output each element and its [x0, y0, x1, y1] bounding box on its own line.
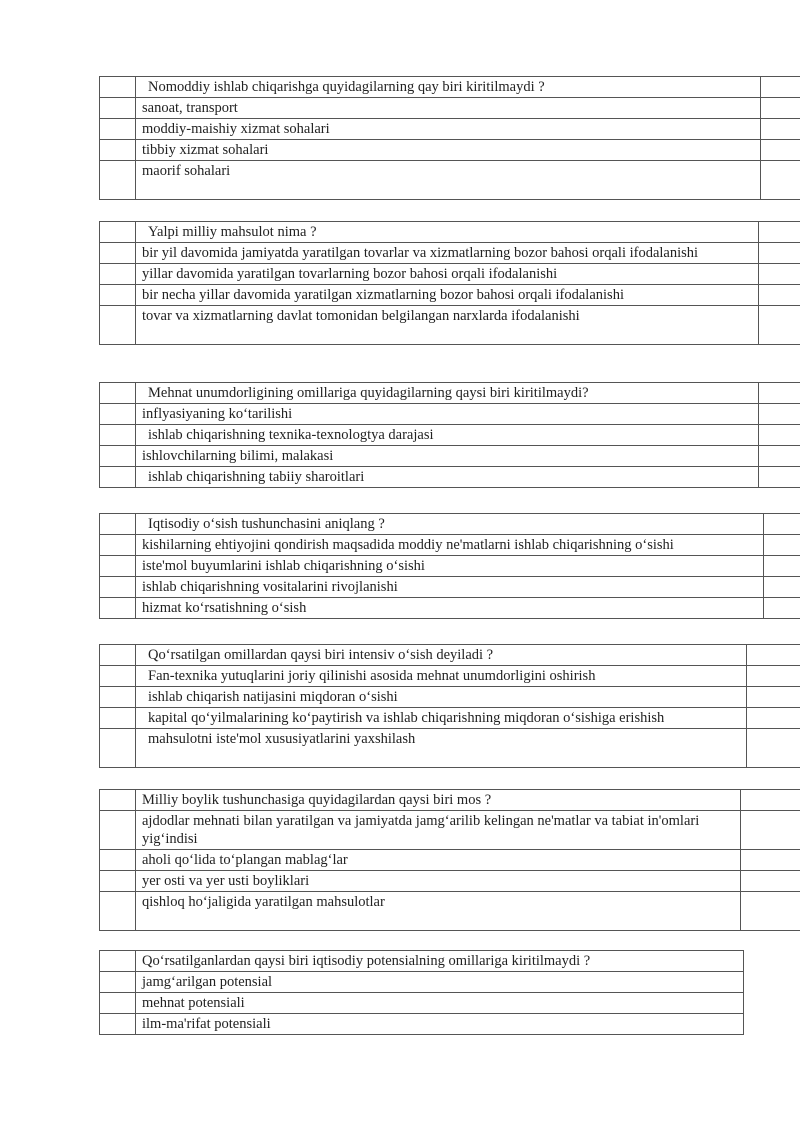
option-text: sanoat, transport [136, 98, 761, 119]
option-text: yillar davomida yaratilgan tovarlarning bozor bahosi orqali ifodalanishi [136, 264, 759, 285]
option-row [100, 140, 800, 161]
option-text: yer osti va yer usti boyliklari [136, 871, 741, 892]
option-row [100, 556, 800, 577]
option-row [100, 119, 800, 140]
option-text: ishlab chiqarishning vositalarini rivojlanishi [136, 577, 764, 598]
number-cell [100, 645, 136, 666]
question-text: Qo‘rsatilgan omillardan qaysi biri intensiv o‘sish deyiladi ? [136, 645, 747, 666]
option-row [100, 972, 744, 993]
number-cell [100, 383, 136, 404]
option-text: tibbiy xizmat sohalari [136, 140, 761, 161]
option-row [100, 161, 800, 200]
option-text: bir yil davomida jamiyatda yaratilgan tovarlar va xizmatlarning bozor bahosi orqali ifodalanishi [136, 243, 759, 264]
answer-mark-cell [747, 645, 800, 666]
option-row [100, 577, 800, 598]
option-row [100, 1014, 744, 1035]
option-row [100, 811, 800, 850]
option-row [100, 535, 800, 556]
question-table-3 [99, 382, 800, 488]
question-row [100, 790, 800, 811]
question-row [100, 222, 800, 243]
option-row [100, 871, 800, 892]
option-row [100, 708, 800, 729]
option-text: maorif sohalari [136, 161, 761, 200]
question-row [100, 77, 800, 98]
question-text: Yalpi milliy mahsulot nima ? [136, 222, 759, 243]
option-text: hizmat ko‘rsatishning o‘sish [136, 598, 764, 619]
question-row [100, 951, 744, 972]
question-table-2 [99, 221, 800, 345]
answer-mark-cell [761, 77, 800, 98]
option-row [100, 598, 800, 619]
option-text: ishlab chiqarish natijasini miqdoran o‘sishi [136, 687, 747, 708]
option-row [100, 243, 800, 264]
option-row [100, 404, 800, 425]
question-text: Iqtisodiy o‘sish tushunchasini aniqlang ? [136, 514, 764, 535]
option-row [100, 729, 800, 768]
option-text: inflyasiyaning ko‘tarilishi [136, 404, 759, 425]
question-text: Milliy boylik tushunchasiga quyidagilardan qaysi biri mos ? [136, 790, 741, 811]
option-text: bir necha yillar davomida yaratilgan xizmatlarning bozor bahosi orqali ifodalanishi [136, 285, 759, 306]
option-row [100, 993, 744, 1014]
option-row [100, 467, 800, 488]
question-table-5 [99, 644, 800, 768]
option-row [100, 264, 800, 285]
option-row [100, 687, 800, 708]
option-row [100, 285, 800, 306]
option-text: ajdodlar mehnati bilan yaratilgan va jamiyatda jamg‘arilib kelingan ne'matlar va tabiat in'omlari yig‘indisi [136, 811, 741, 850]
option-text: mehnat potensiali [136, 993, 744, 1014]
question-table-4 [99, 513, 800, 619]
question-text: Qo‘rsatilganlardan qaysi biri iqtisodiy potensialning omillariga kiritilmaydi ? [136, 951, 744, 972]
answer-mark-cell [759, 383, 800, 404]
option-text: Fan-texnika yutuqlarini joriy qilinishi asosida mehnat unumdorligini oshirish [136, 666, 747, 687]
option-text: iste'mol buyumlarini ishlab chiqarishning o‘sishi [136, 556, 764, 577]
option-row [100, 446, 800, 467]
option-row [100, 306, 800, 345]
question-text: Mehnat unumdorligining omillariga quyidagilarning qaysi biri kiritilmaydi? [136, 383, 759, 404]
option-row [100, 98, 800, 119]
question-text: Nomoddiy ishlab chiqarishga quyidagilarning qay biri kiritilmaydi ? [136, 77, 761, 98]
option-row [100, 425, 800, 446]
option-row [100, 666, 800, 687]
option-row [100, 892, 800, 931]
number-cell [100, 514, 136, 535]
option-text: aholi qo‘lida to‘plangan mablag‘lar [136, 850, 741, 871]
option-text: kishilarning ehtiyojini qondirish maqsadida moddiy ne'matlarni ishlab chiqarishning o‘sishi [136, 535, 764, 556]
answer-mark-cell [759, 222, 800, 243]
option-row [100, 850, 800, 871]
number-cell [100, 790, 136, 811]
option-text: ishlab chiqarishning texnika-texnologtya darajasi [136, 425, 759, 446]
option-text: mahsulotni iste'mol xususiyatlarini yaxshilash [136, 729, 747, 768]
option-text: tovar va xizmatlarning davlat tomonidan belgilangan narxlarda ifodalanishi [136, 306, 759, 345]
question-row [100, 645, 800, 666]
answer-mark-cell [764, 514, 800, 535]
option-text: ishlovchilarning bilimi, malakasi [136, 446, 759, 467]
option-text: kapital qo‘yilmalarining ko‘paytirish va ishlab chiqarishning miqdoran o‘sishiga erishish [136, 708, 747, 729]
option-text: ilm-ma'rifat potensiali [136, 1014, 744, 1035]
option-text: jamg‘arilgan potensial [136, 972, 744, 993]
number-cell [100, 951, 136, 972]
question-table-6 [99, 789, 800, 931]
number-cell [100, 222, 136, 243]
question-row [100, 383, 800, 404]
option-text: moddiy-maishiy xizmat sohalari [136, 119, 761, 140]
option-text: ishlab chiqarishning tabiiy sharoitlari [136, 467, 759, 488]
option-text: qishloq ho‘jaligida yaratilgan mahsulotlar [136, 892, 741, 931]
number-cell [100, 77, 136, 98]
answer-mark-cell [741, 790, 800, 811]
question-table-7 [99, 950, 744, 1035]
question-table-1 [99, 76, 800, 200]
question-row [100, 514, 800, 535]
